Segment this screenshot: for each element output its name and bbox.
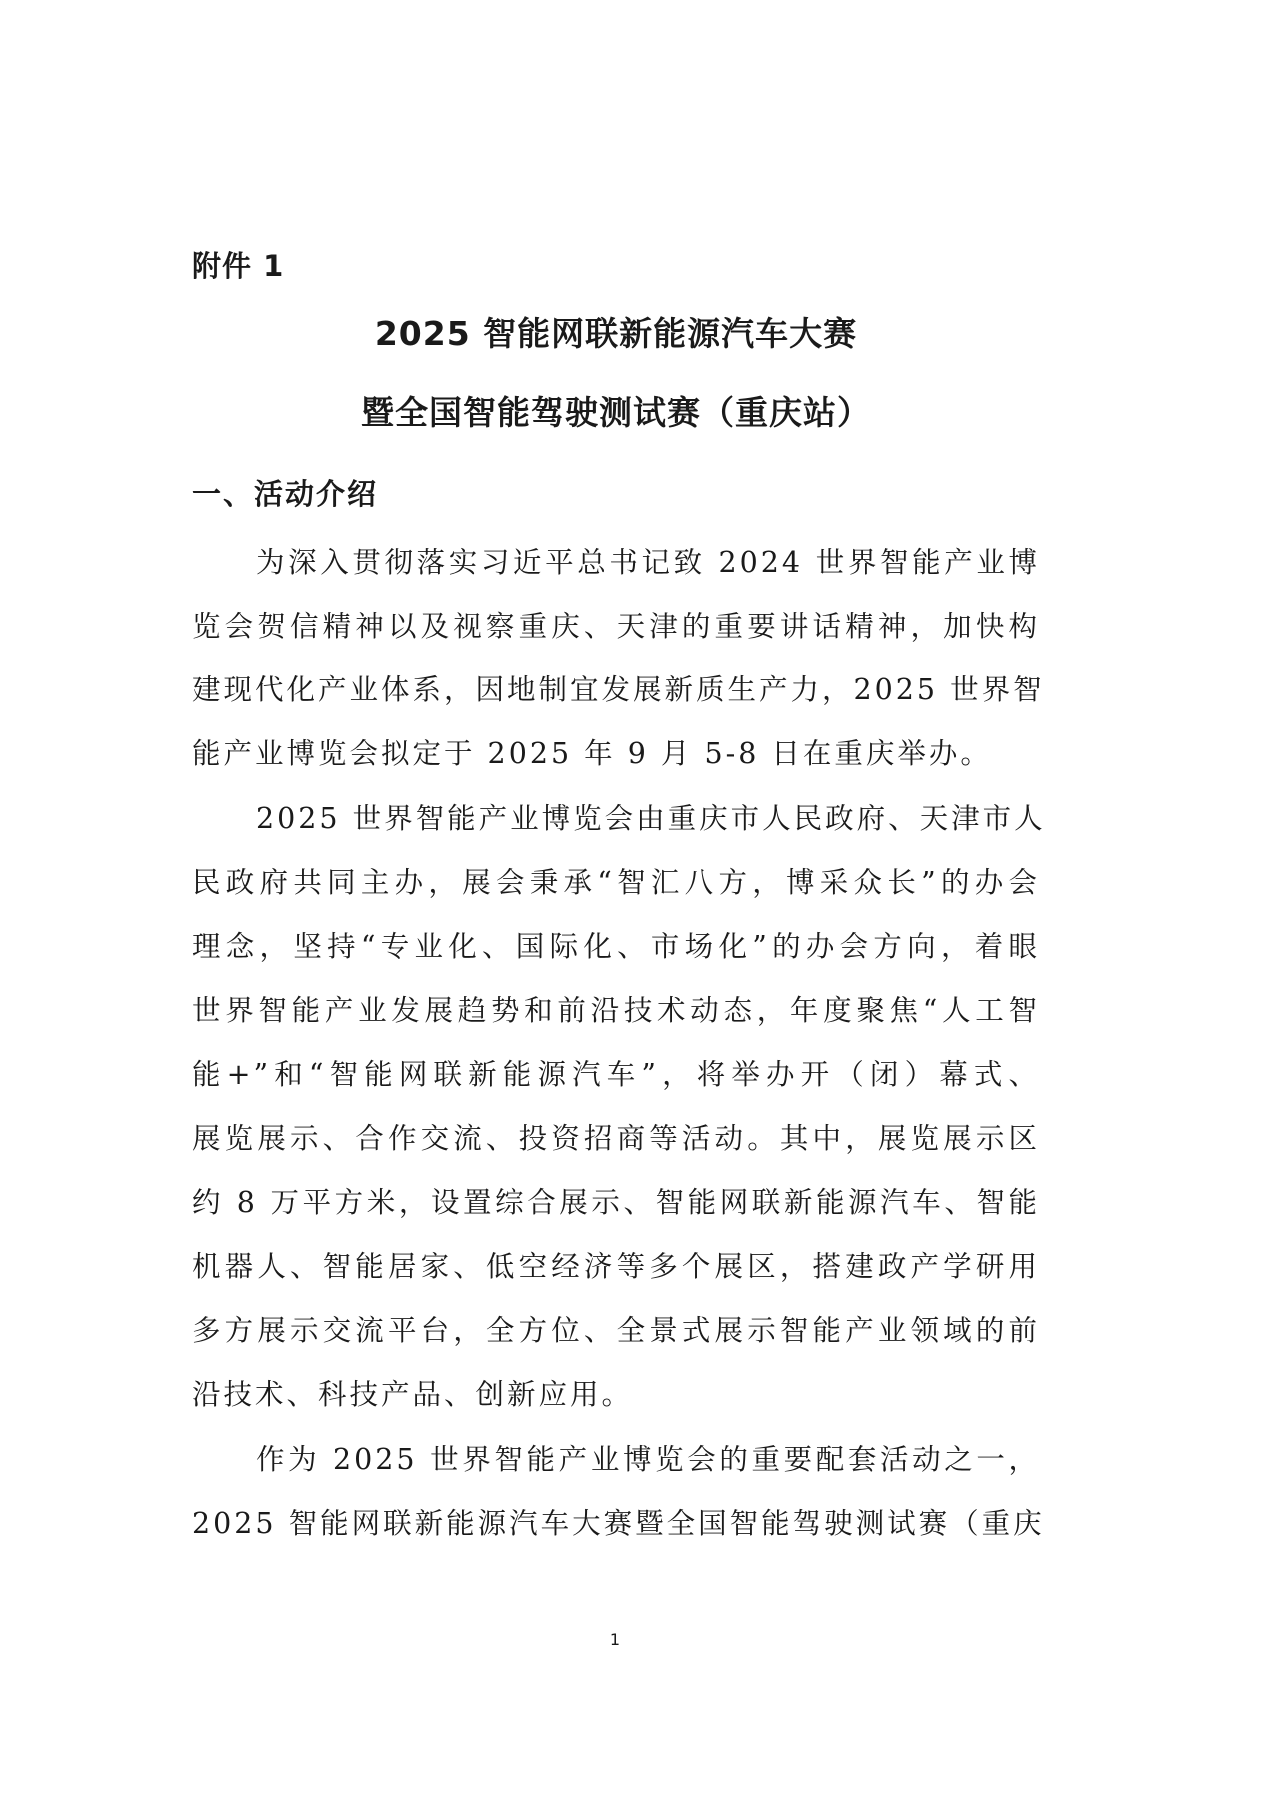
- paragraph-3-line-1: 作为 2025 世界智能产业博览会的重要配套活动之一，: [256, 1443, 1040, 1476]
- paragraph-2-line-2: 民政府共同主办，展会秉承“智汇八方，博采众长”的办会: [192, 866, 1040, 899]
- paragraph-2-line-9: 多方展示交流平台，全方位、全景式展示智能产业领域的前: [192, 1314, 1040, 1347]
- paragraph-1-line-3: 建现代化产业体系，因地制宜发展新质生产力，2025 世界智: [192, 673, 1045, 706]
- paragraph-2-line-6: 展览展示、合作交流、投资招商等活动。其中，展览展示区: [192, 1122, 1040, 1155]
- document-title-line-1: 2025 智能网联新能源汽车大赛: [374, 314, 858, 353]
- paragraph-2-line-10: 沿技术、科技产品、创新应用。: [192, 1378, 634, 1411]
- section-heading: 一、活动介绍: [192, 477, 379, 511]
- document-title-line-2: 暨全国智能驾驶测试赛（重庆站）: [361, 393, 871, 432]
- paragraph-1-line-4: 能产业博览会拟定于 2025 年 9 月 5-8 日在重庆举办。: [192, 737, 992, 770]
- paragraph-2-line-1: 2025 世界智能产业博览会由重庆市人民政府、天津市人: [256, 802, 1046, 835]
- paragraph-2-line-7: 约 8 万平方米，设置综合展示、智能网联新能源汽车、智能: [192, 1186, 1040, 1219]
- paragraph-2-line-8: 机器人、智能居家、低空经济等多个展区，搭建政产学研用: [192, 1250, 1040, 1283]
- paragraph-2-line-4: 世界智能产业发展趋势和前沿技术动态，年度聚焦“人工智: [192, 994, 1040, 1027]
- paragraph-2-line-5: 能+”和“智能网联新能源汽车”，将举办开（闭）幕式、: [192, 1058, 1040, 1091]
- paragraph-1-line-2: 览会贺信精神以及视察重庆、天津的重要讲话精神，加快构: [192, 610, 1040, 643]
- paragraph-2-line-3: 理念，坚持“专业化、国际化、市场化”的办会方向，着眼: [192, 930, 1040, 963]
- page-number: 1: [609, 1630, 621, 1649]
- paragraph-3-line-2: 2025 智能网联新能源汽车大赛暨全国智能驾驶测试赛（重庆: [192, 1507, 1045, 1540]
- attachment-label: 附件 1: [192, 249, 285, 283]
- paragraph-1-line-1: 为深入贯彻落实习近平总书记致 2024 世界智能产业博: [256, 546, 1040, 579]
